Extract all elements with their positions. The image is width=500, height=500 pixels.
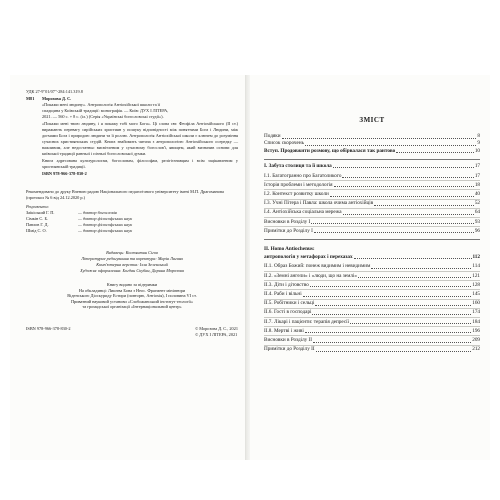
toc-leader xyxy=(311,223,474,224)
toc-section-1-items xyxy=(264,172,480,235)
toc-entry-page: 160 xyxy=(472,300,480,307)
fine-line: та громадської організації «Інтернаціональний центр» xyxy=(82,304,182,310)
toc-entry[interactable] xyxy=(264,346,480,354)
copyright-block xyxy=(195,326,238,338)
toc-entry-title: ІІ.4. Раби і вільні xyxy=(264,290,302,297)
toc-entry-title: Список скорочень xyxy=(264,140,304,147)
toc-leader xyxy=(374,205,474,206)
credit-line: Художнє оформлення: Богдан Скубан, Дарина Морозова xyxy=(80,268,184,273)
toc-entry[interactable] xyxy=(264,190,480,199)
fine-line: Віденського Діоскуриду Естири (повторю, Антіохія), І половина VI ст. xyxy=(67,293,197,299)
toc-entry-page: 145 xyxy=(472,290,480,297)
bibliographic-entry xyxy=(26,96,238,120)
toc-entry[interactable] xyxy=(264,290,480,299)
toc-leader xyxy=(350,323,471,324)
toc-leader xyxy=(343,214,474,215)
toc-entry-title: Подяки xyxy=(264,133,281,140)
reviewer-name: Сімкін С. Б. xyxy=(26,216,48,221)
toc-entry-title: І.3. Учні Пітера і Павла: школа очима антіохійців xyxy=(264,200,374,207)
toc-section-2-items xyxy=(264,263,480,354)
toc-entry[interactable] xyxy=(264,281,480,290)
credit-line: Комп'ютерна верстка: Ілля Зелевський xyxy=(96,262,168,267)
reviewer-degree: — доктор філософських наук xyxy=(78,216,133,221)
fine-line: Приватний науковий установи «Слобожанський інститут теології» xyxy=(70,298,194,304)
toc-entry-page: 8 xyxy=(477,133,480,140)
isbn-top: ISBN 978-966-378-830-2 xyxy=(42,171,87,176)
reviewer-degree: — доктор філософських наук xyxy=(78,228,133,233)
toc-entry-title: Примітки до Розділу ІІ xyxy=(264,346,315,353)
toc-entry[interactable] xyxy=(264,133,480,140)
toc-leader xyxy=(313,342,471,343)
toc-entry-title: Примітки до Розділу І xyxy=(264,227,313,234)
reviewer-name: Павлов Г. Д. xyxy=(26,222,49,227)
toc-entry-title: ІІ.1. Образ Божий: понеж видимим і невидимим xyxy=(264,263,371,270)
toc-section-title: антропологія у метафорах і перехазах xyxy=(264,253,353,260)
toc-entry-title: Висновки в Розділу І xyxy=(264,218,311,225)
toc-section-title: І. Забута столиця та її школа xyxy=(264,162,332,169)
toc-entry-page: 9 xyxy=(477,140,480,147)
toc-entry-page: 10 xyxy=(474,147,480,154)
toc-entry-page: 17 xyxy=(474,172,480,179)
toc-leader xyxy=(316,351,472,352)
bib-line: 2021. — 560 с. + 8 с. (іл.) (Серія «Українські богословські студії»). xyxy=(42,114,164,119)
toc-leader xyxy=(396,152,474,153)
toc-entry-title: ІІ.7. Лікарі і пацієнти: терапія депресії xyxy=(264,318,350,325)
toc-entry[interactable] xyxy=(264,209,480,218)
credits-block xyxy=(26,250,238,274)
recommendation-text: Рекомендовано до друку Вченою радою Національного педагогічного університету імені М.П. Драгоманова (протокол № 6 від 24.12.2020 р.) xyxy=(26,189,224,200)
toc-leader xyxy=(310,286,471,287)
toc-entry-page: 184 xyxy=(472,318,480,325)
toc-entry-page: 18 xyxy=(474,181,480,188)
toc-leader xyxy=(330,196,474,197)
toc-entry[interactable] xyxy=(264,181,480,190)
bottom-imprint xyxy=(26,326,238,338)
toc-entry-page: 64 xyxy=(474,209,480,216)
toc-entry-page: 209 xyxy=(472,336,480,343)
toc-leader xyxy=(315,305,471,306)
toc-entry-title: Історія проблеми і методологія xyxy=(264,181,333,188)
toc-entry-title: І.2. Контекст розвитку школи xyxy=(264,190,329,197)
audience-text: Книга адресована культурологам, богословам, філософам, релігієзнавцям і всім зацікавленим у християнській традиції. xyxy=(42,158,238,169)
reviewer-name: Шмід С. О. xyxy=(26,228,47,233)
toc-leader xyxy=(358,277,471,278)
toc-entry-title: ІІ.2. «Земні ангели» і «люди, що на землі» xyxy=(264,272,357,279)
toc-entry-title: ІІ.5. Робітники і сельці xyxy=(264,300,315,307)
toc-entry[interactable] xyxy=(264,336,480,345)
toc-leader xyxy=(282,138,477,139)
toc-entry-page: 40 xyxy=(474,190,480,197)
toc-entry-page: 121 xyxy=(472,272,480,279)
reviewer-name: Заїкіський Г. П. xyxy=(26,210,55,215)
copyright-line: © Морозова Д. С., 2021 xyxy=(194,325,238,331)
toc-entry[interactable] xyxy=(264,140,480,147)
reviewer-degree: — доктор філософських наук xyxy=(78,222,133,227)
toc-entry-title: Вступ. Продовжити розмову, що обірвалася так рантово xyxy=(264,147,396,154)
toc-entry-page: 114 xyxy=(472,263,480,270)
isbn-bottom: ISBN 978-966-378-830-2 xyxy=(26,325,71,331)
toc-entry[interactable] xyxy=(264,300,480,309)
credit-line: Видавець: Костянтин Сігов xyxy=(106,250,158,255)
toc-section-heading[interactable] xyxy=(264,163,480,170)
toc-leader xyxy=(371,268,471,269)
toc-entry[interactable] xyxy=(264,263,480,272)
toc-entry[interactable] xyxy=(264,272,480,281)
toc-entry[interactable] xyxy=(264,172,480,181)
toc-entry-title: ІІ.3. Діти і дітовство xyxy=(264,281,309,288)
author-name: Морозова Д. С. xyxy=(42,96,72,101)
toc-entry[interactable] xyxy=(264,148,480,155)
toc-leader xyxy=(354,258,472,259)
toc-entry-page: 128 xyxy=(472,281,480,288)
toc-entry[interactable] xyxy=(264,327,480,336)
reviewer-degree: — доктор богословія xyxy=(78,210,117,215)
book-spread xyxy=(10,75,490,460)
reviewers-title: Рецензенти: xyxy=(26,204,50,209)
toc-section-page: 112 xyxy=(472,253,480,260)
fine-line: Книгу видано за підтримки xyxy=(106,282,158,287)
toc-leader xyxy=(303,296,472,297)
toc-entry[interactable] xyxy=(264,227,480,235)
toc-entry[interactable] xyxy=(264,218,480,227)
toc-leader xyxy=(333,167,474,168)
toc-section-page: 17 xyxy=(474,162,480,169)
bbk-code: М81 xyxy=(26,96,35,101)
toc-entry-title: Висновки в Розділу ІІ xyxy=(264,336,313,343)
toc-leader xyxy=(305,145,476,146)
imprint-page xyxy=(26,89,238,338)
toc-entry-page: 196 xyxy=(472,327,480,334)
toc-entry-page: 93 xyxy=(474,218,480,225)
toc-entry-title: ІІ.6. Гості в господарі xyxy=(264,309,312,316)
toc-title: ЗМІСТ xyxy=(359,116,385,124)
toc-section-heading[interactable] xyxy=(264,246,480,260)
left-page xyxy=(10,75,246,460)
toc-leader xyxy=(342,177,473,178)
toc-leader xyxy=(312,314,471,315)
toc-leader xyxy=(314,232,474,233)
toc-entry-page: 212 xyxy=(472,346,480,353)
bib-line: спадщина у Київській традиції: монографія. — Київ: ДУХ І ЛІТЕРА, xyxy=(42,108,169,113)
toc-entry-page: 96 xyxy=(474,227,480,234)
bib-line: «Покажи мені людину». Антропологія Антіохійської школи та її xyxy=(42,102,161,107)
copyright-line: © ДУХ І ЛІТЕРА, 2021 xyxy=(194,331,238,337)
toc-entry[interactable] xyxy=(264,200,480,209)
toc-entry-page: 174 xyxy=(472,309,480,316)
fine-print-block xyxy=(26,282,238,310)
toc-entry-page: 52 xyxy=(474,200,480,207)
divider xyxy=(264,159,480,160)
divider xyxy=(264,239,480,240)
toc-section-title: II. Homo Antiochenus: xyxy=(264,246,315,253)
toc-entry[interactable] xyxy=(264,309,480,318)
fine-line: На обкладинці: Лиштва Бона з Неос. Фрагмент мініатюри xyxy=(78,287,186,293)
udk-code: УДК 27-9"01/07"-284:141.319.8 xyxy=(26,89,83,94)
toc-leader xyxy=(334,186,474,187)
credit-line: Літературне редагування та коректура: Марія Лагава xyxy=(81,256,183,261)
table-of-contents xyxy=(264,117,480,354)
toc-leader xyxy=(305,332,471,333)
toc-entry-title: І.4. Антіохійська соціальна мережа xyxy=(264,209,342,216)
abstract-text: «Покажи мені твою людину, і я покажу тобі мого Бога». Ці слова свт. Феофіла Антіохійського (ІІ ст.) виражають перевагу сирійських християн у пошуку відповідності між поняттями Бога і Людини, між догмами Бога і природою людини та її роллю. Антропологія Антіохійської школи є ключем до розуміння сучасних християнських студій. Книга знайомить читача з антропологією Антіохійського осередку — важливим, але недостатньо висвітленим у сучасному богослов'ї, явищем, який визначив основи для київської традиції ранньої і пізньої богословської думки. xyxy=(42,121,238,156)
right-page xyxy=(250,75,490,460)
toc-entry-title: І.1. Багатогранно про Багатоликого xyxy=(264,172,342,179)
toc-entry-title: ІІ.8. Мертві і живі xyxy=(264,327,304,334)
reviewer-row xyxy=(26,228,238,234)
toc-entry[interactable] xyxy=(264,318,480,327)
